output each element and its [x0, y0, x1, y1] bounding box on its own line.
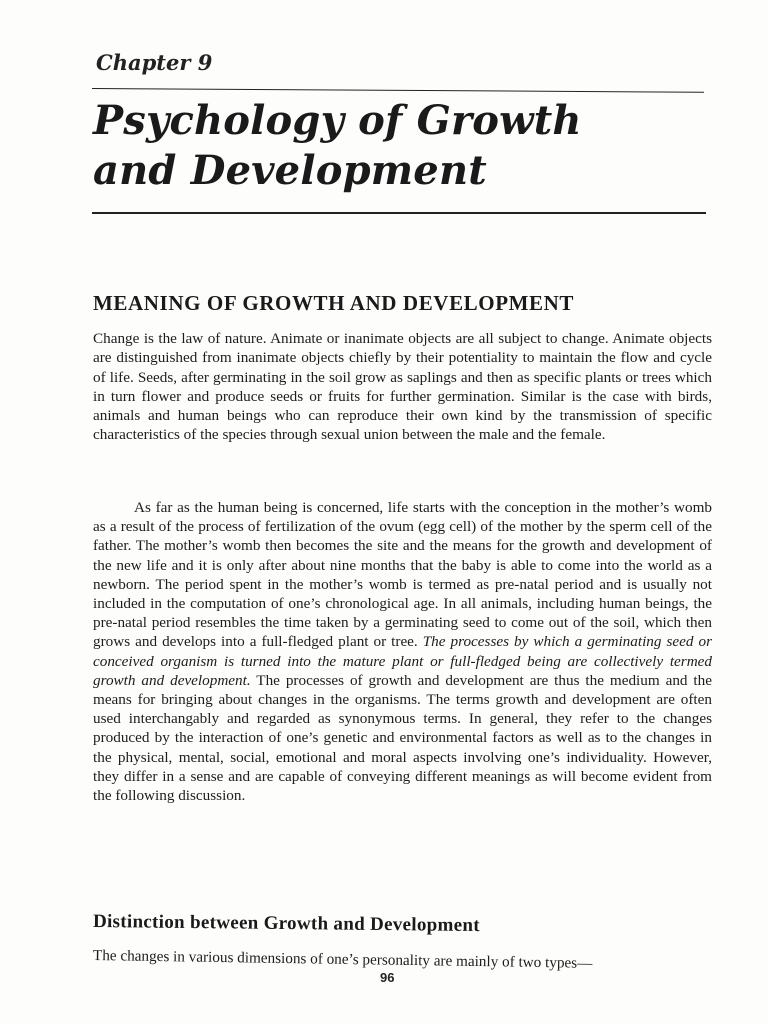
chapter-title: [93, 96, 703, 196]
chapter-title-line-2: and Development: [93, 147, 487, 194]
section-heading: MEANING OF GROWTH AND DEVELOPMENT: [93, 291, 575, 315]
chapter-label: Chapter 9: [96, 50, 213, 75]
italic-definition: The processes by which a germinating seed or conceived organism is turned into the mature plant or full-fledged being are collectively termed growth and development.: [93, 633, 712, 689]
chapter-title-line-1: Psychology of Growth: [93, 97, 582, 144]
body-paragraph-2: [93, 498, 712, 805]
chapter-bottom-rule: [92, 212, 706, 214]
page-number: 96: [380, 970, 395, 985]
body-paragraph-1: Change is the law of nature. Animate or inanimate objects are all subject to change. Animate objects are distinguished from inanimate objects chiefly by their potentiality to maintain the flow and cycle of life. Seeds, after germinating in the soil grow as saplings and then as specific plants or trees which in turn flower and produce seeds or fruits for further germination. Similar is the case with birds, animals and human beings who can reproduce their own kind by the transmission of specific characteristics of the species through sexual union between the male and the female.: [93, 330, 712, 444]
body-paragraph-3: The changes in various dimensions of one’s personality are mainly of two types—: [92, 947, 593, 972]
paragraph-2-text-end: The processes of growth and development are thus the medium and the means for bringing about changes in the organisms. The terms growth and development are often used interchangably and regarded as synonymous terms. In general, they refer to the changes produced by the interaction of one’s genetic and environmental factors as well as to the changes in the physical, mental, social, emotional and moral aspects involving one’s individuality. However, they differ in a sense and are capable of conveying different meanings as will become evident from the following discussion.: [93, 671, 712, 805]
chapter-top-rule: [92, 88, 704, 93]
paragraph-2-text-start: As far as the human being is concerned, life starts with the conception in the mother’s womb as a result of the process of fertilization of the ovum (egg cell) of the mother by the sperm cell of the father. The mother’s womb then becomes the site and the means for the growth and development of the new life and it is only after about nine months that the baby is able to come into the world as a newborn. The period spent in the mother’s womb is termed as pre-natal period and is usually not included in the computation of one’s chronological age. In all animals, including human beings, the pre-natal period resembles the time taken by a germinating seed to come out of the soil, which then grows and develops into a full-fledged plant or tree.: [93, 499, 712, 651]
subsection-heading: Distinction between Growth and Development: [92, 911, 481, 937]
